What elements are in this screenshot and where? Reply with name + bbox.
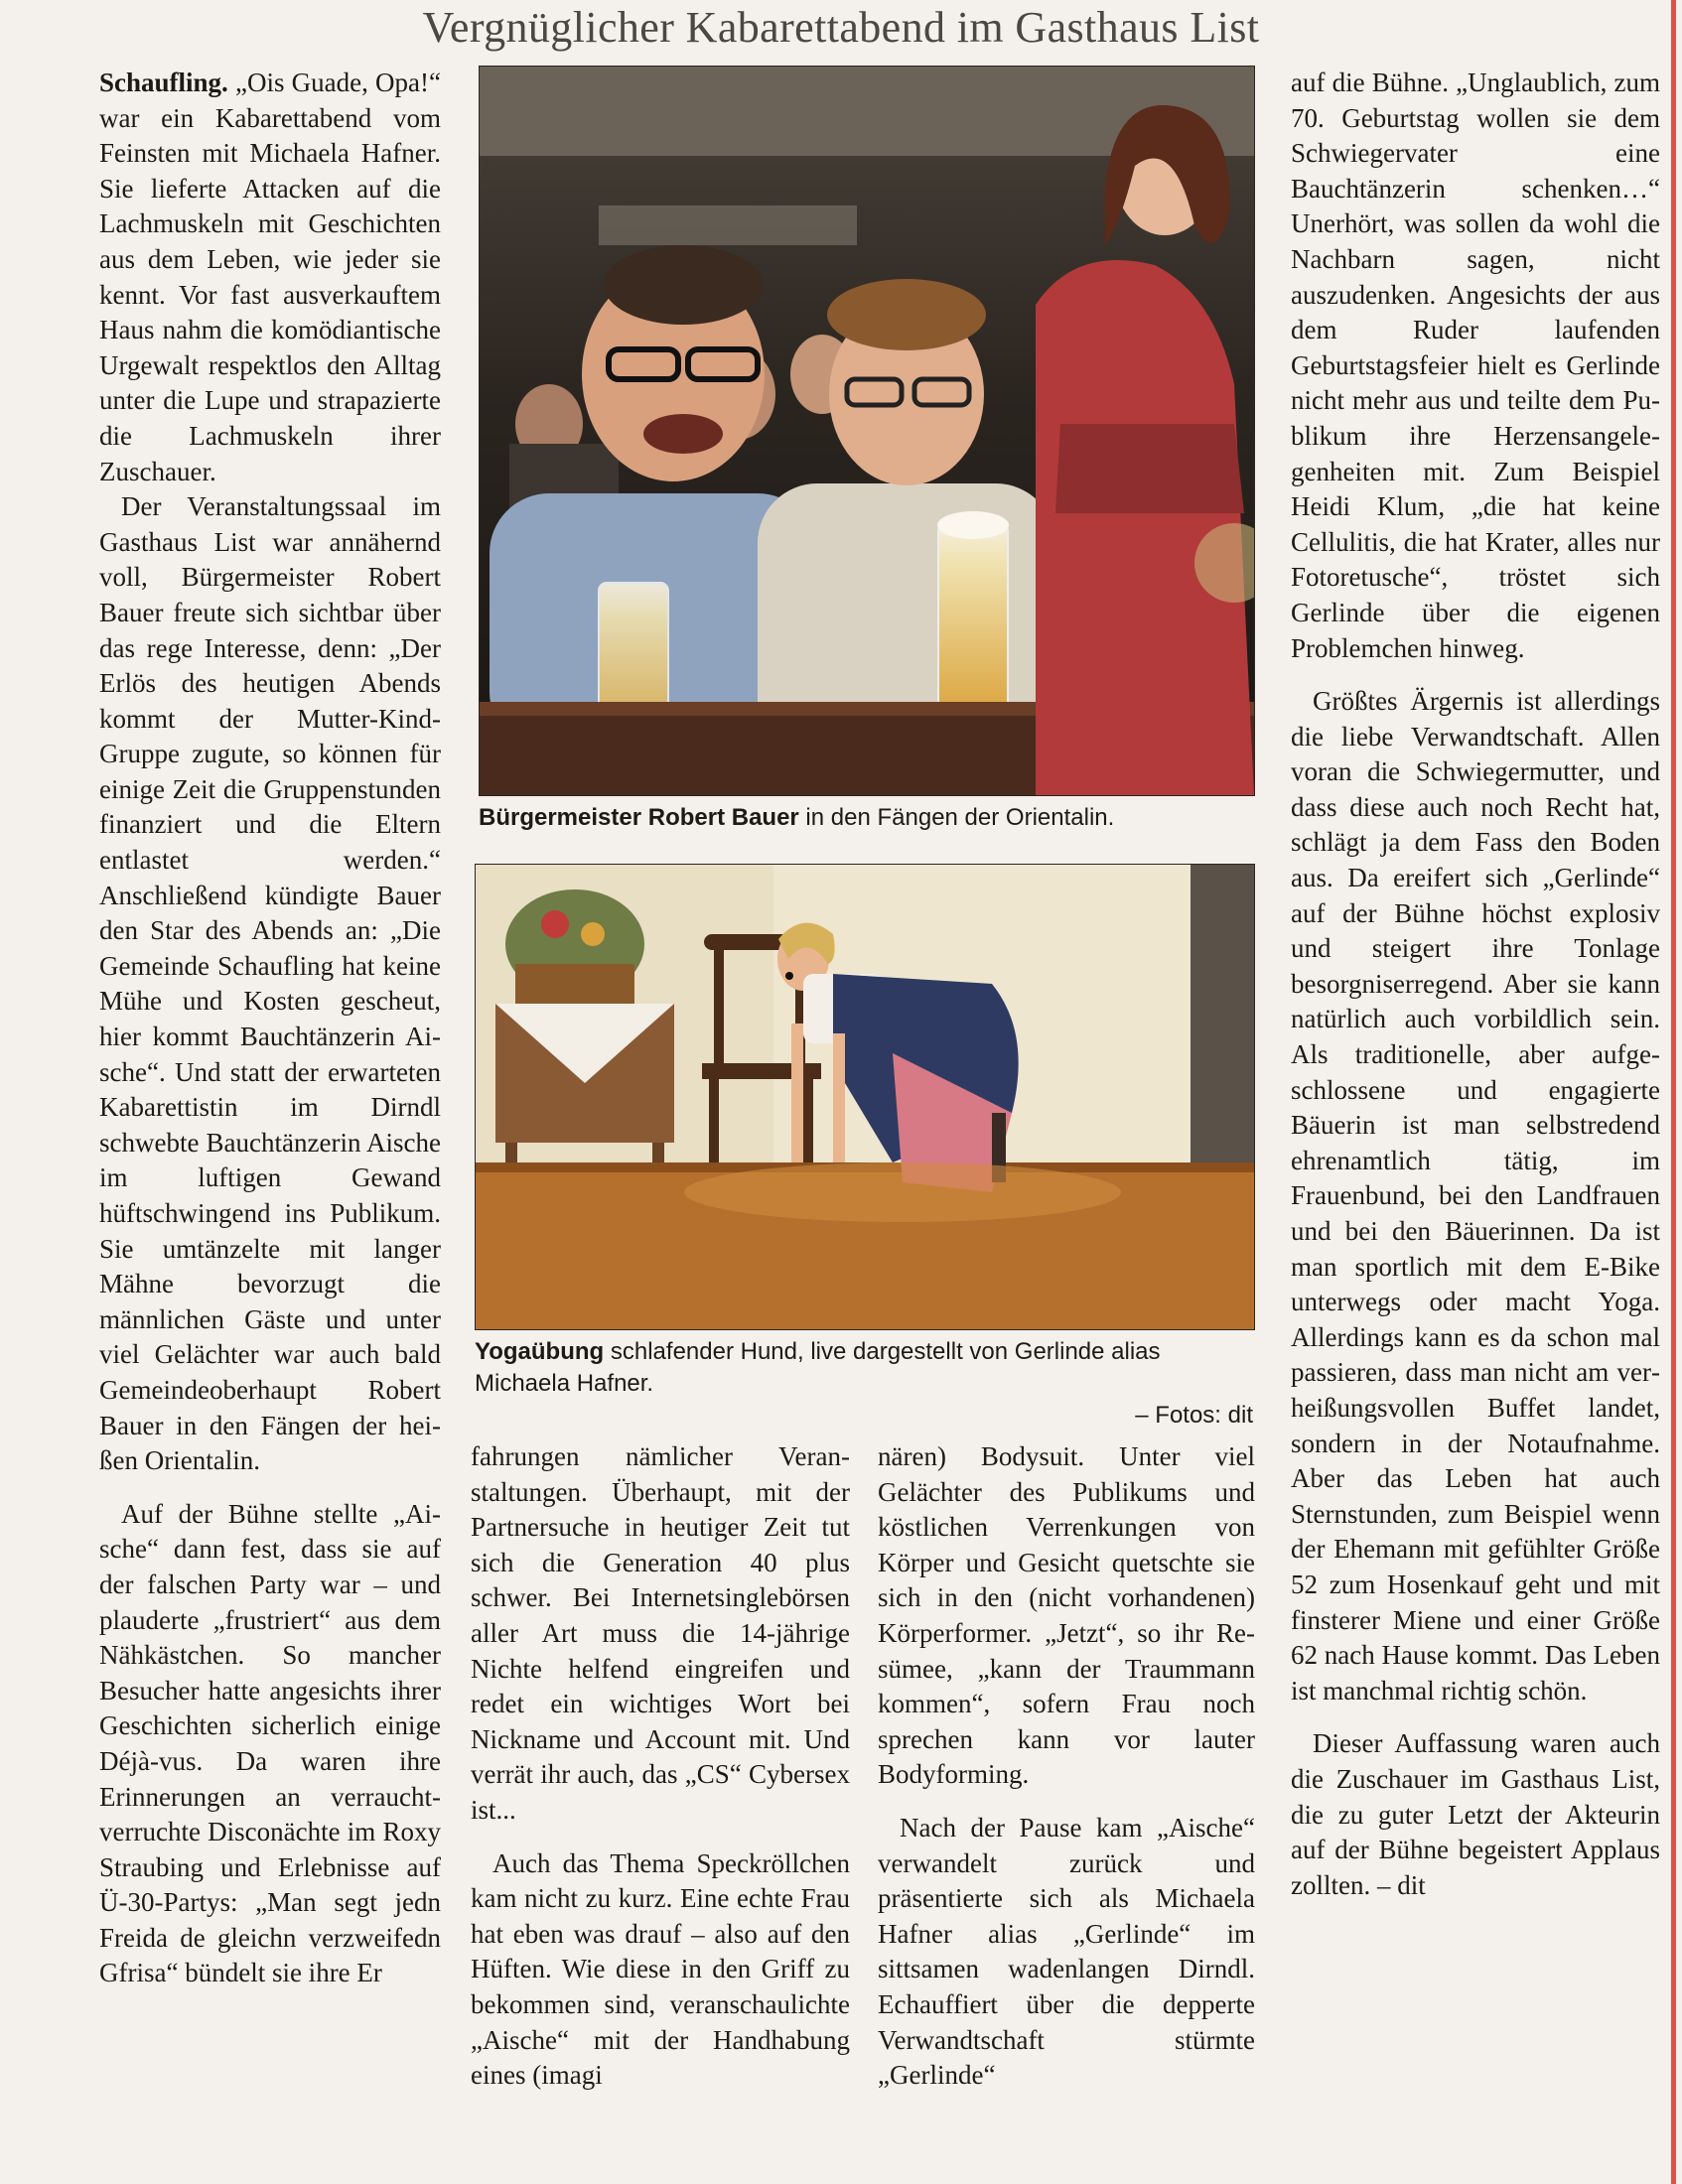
paragraph: nären) Bodysuit. Unter viel Gelächter des Publikums und köstlichen Verrenkungen von Körper und Gesicht quetschte sie sich in den (nicht vorhandenen) Körperformer. „Jetzt“, so ihr Resümee, „kann der Traummann kommen“, sofern Frau noch sprechen kann vor lauter Bodyforming. [878, 1441, 1255, 1790]
text-column-3 [878, 1439, 1255, 2154]
paragraph: Der Veranstaltungssaal im Gasthaus List war annähernd voll, Bürgermeister Robert Bauer freute sich sichtbar über das rege Interesse, denn: „Der Erlös des heutigen Abends kommt der Mutter-Kind-Gruppe zugute, so können für einige Zeit die Gruppenstunden finanziert und die Eltern entlastet werden.“ Anschließend kündigte Bauer den Star des Abends an: „Die Gemeinde Schaufling hat keine Mühe und Kosten gescheut, hier kommt Bauchtänzerin Aische“. Und statt der erwarteten Kabarettistin im Dirndl schwebte Bauchtänzerin Aische im luftigen Gewand hüftschwingend ins Publikum. Sie umtänzelte mit langer Mähne bevorzugt die männlichen Gäste und unter viel Gelächter war auch bald Gemeindeoberhaupt Robert Bauer in den Fängen der heißen Orientalin. [99, 491, 441, 1476]
photo1-caption [479, 802, 1253, 834]
paragraph: auf die Bühne. „Unglaublich, zum 70. Geburtstag wollen sie dem Schwiegervater eine Bauchtänzerin schenken…“ Unerhört, was sollen da wohl die Nachbarn sagen, nicht auszudenken. Angesichts der aus dem Ruder laufenden Geburtstagsfeier hielt es Gerlinde nicht mehr aus und teilte dem Publikum ihre Herzensangelegenheiten mit. Zum Beispiel Heidi Klum, „die hat keine Cellulitis, die hat Krater, alles nur Fotoretusche“, tröstet sich Gerlinde über die eigenen Problemchen hinweg. [1291, 68, 1660, 663]
paragraph-text: „Ois Guade, Opa!“ war ein Kabarettabend vom Feinsten mit Michaela Hafner. Sie lieferte Attacken auf die Lachmuskeln mit Geschichten aus dem Leben, wie jeder sie kennt. Vor fast ausverkauftem Haus nahm die komödiantische Urgewalt respektlos den Alltag unter die Lupe und strapazierte die Lachmuskeln ihrer Zuschauer. [99, 68, 441, 486]
paragraph: fahrungen nämlicher Veranstaltungen. Überhaupt, mit der Partnersuche in heutiger Zeit tut sich die Generation 40 plus schwer. Bei Internetsinglebörsen aller Art muss die 14-jährige Nichte helfend eingreifen und redet ein wichtiges Wort bei Nickname und Account mit. Und verrät ihr auch, das „CS“ Cybersex ist... [471, 1441, 850, 1825]
paragraph: Nach der Pause kam „Aische“ verwandelt zurück und präsentierte sich als Michaela Hafner alias „Gerlinde“ im sittsamen wadenlangen Dirndl. Echauffiert über die depperte Verwandtschaft stürmte „Gerlinde“ [878, 1812, 1255, 2091]
photo-yoga-pose [475, 864, 1255, 1330]
caption-bold: Yogaübung [475, 1338, 605, 1365]
paragraph: Dieser Auffassung waren auch die Zuschauer im Gasthaus List, die zu guter Letzt der Akteurin auf der Bühne begeistert Applaus zollten. – dit [1291, 1728, 1660, 1900]
photo-mayor-with-dancer [479, 66, 1255, 796]
paragraph: Größtes Ärgernis ist allerdings die liebe Verwandtschaft. Allen voran die Schwiegermutter, und dass diese auch noch Recht hat, schlägt ja dem Fass den Boden aus. Da ereifert sich „Gerlinde“ auf der Bühne höchst explosiv und steigert ihre Tonlage besorgniserregend. Aber sie kann natürlich auch vorbildlich sein. Als traditionelle, aber aufgeschlossene und engagierte Bäuerin ist man selbstredend ehrenamtlich tätig, im Frauenbund, bei den Landfrauen und bei den Bäuerinnen. Da ist man sportlich mit dem E-Bike unterwegs oder macht Yoga. Allerdings kann es da schon mal passieren, dass man nicht am verheißungsvollen Buffet landet, sondern in der Notaufnahme. Aber das Leben hat auch Sternstunden, zum Beispiel wenn der Ehemann mit gefühlter Größe 52 zum Hosenkauf geht und mit finsterer Miene und einer Größe 62 nach Hause kommt. Das Leben ist manchmal richtig schön. [1291, 686, 1660, 1706]
dateline: Schaufling. [99, 68, 228, 97]
caption-text: schlafender Hund, live dargestellt von Gerlinde alias Michaela Hafner. [475, 1338, 1161, 1397]
caption-text: in den Fängen der Orientalin. [798, 804, 1115, 831]
text-column-4 [1291, 66, 1660, 2160]
photo-credit: – Fotos: dit [1135, 1402, 1253, 1429]
text-column-1 [99, 66, 441, 2160]
article-headline: Vergnüglicher Kabarettabend im Gasthaus List [422, 3, 1260, 52]
text-column-2 [471, 1439, 850, 2154]
photo-yoga-pose-image [476, 865, 1254, 1329]
paragraph: Auf der Bühne stellte „Aische“ dann fest, dass sie auf der falschen Party war – und plauderte „frustriert“ aus dem Nähkästchen. So mancher Besucher hatte angesichts ihrer Geschichten sicherlich einige Déjà-vus. Da waren ihre Erinnerungen an verraucht-verruchte Disconächte im Roxy Straubing und Erlebnisse auf Ü-30-Partys: „Man segt jedn Freida de gleichn verzweifedn Gfrisa“ bündelt sie ihre Er [99, 1498, 441, 1988]
page-edge-rule [1671, 0, 1676, 2184]
photo-mayor-with-dancer-image [480, 67, 1254, 795]
caption-bold: Bürgermeister Robert Bauer [479, 804, 799, 831]
paragraph: Auch das Thema Speckröllchen kam nicht zu kurz. Eine echte Frau hat eben was drauf – also auf den Hüften. Wie diese in den Griff zu bekommen sind, veranschaulichte „Aische“ mit der Handhabung eines (imagi [471, 1847, 850, 2091]
paragraph [99, 66, 441, 489]
photo2-caption [475, 1336, 1253, 1432]
